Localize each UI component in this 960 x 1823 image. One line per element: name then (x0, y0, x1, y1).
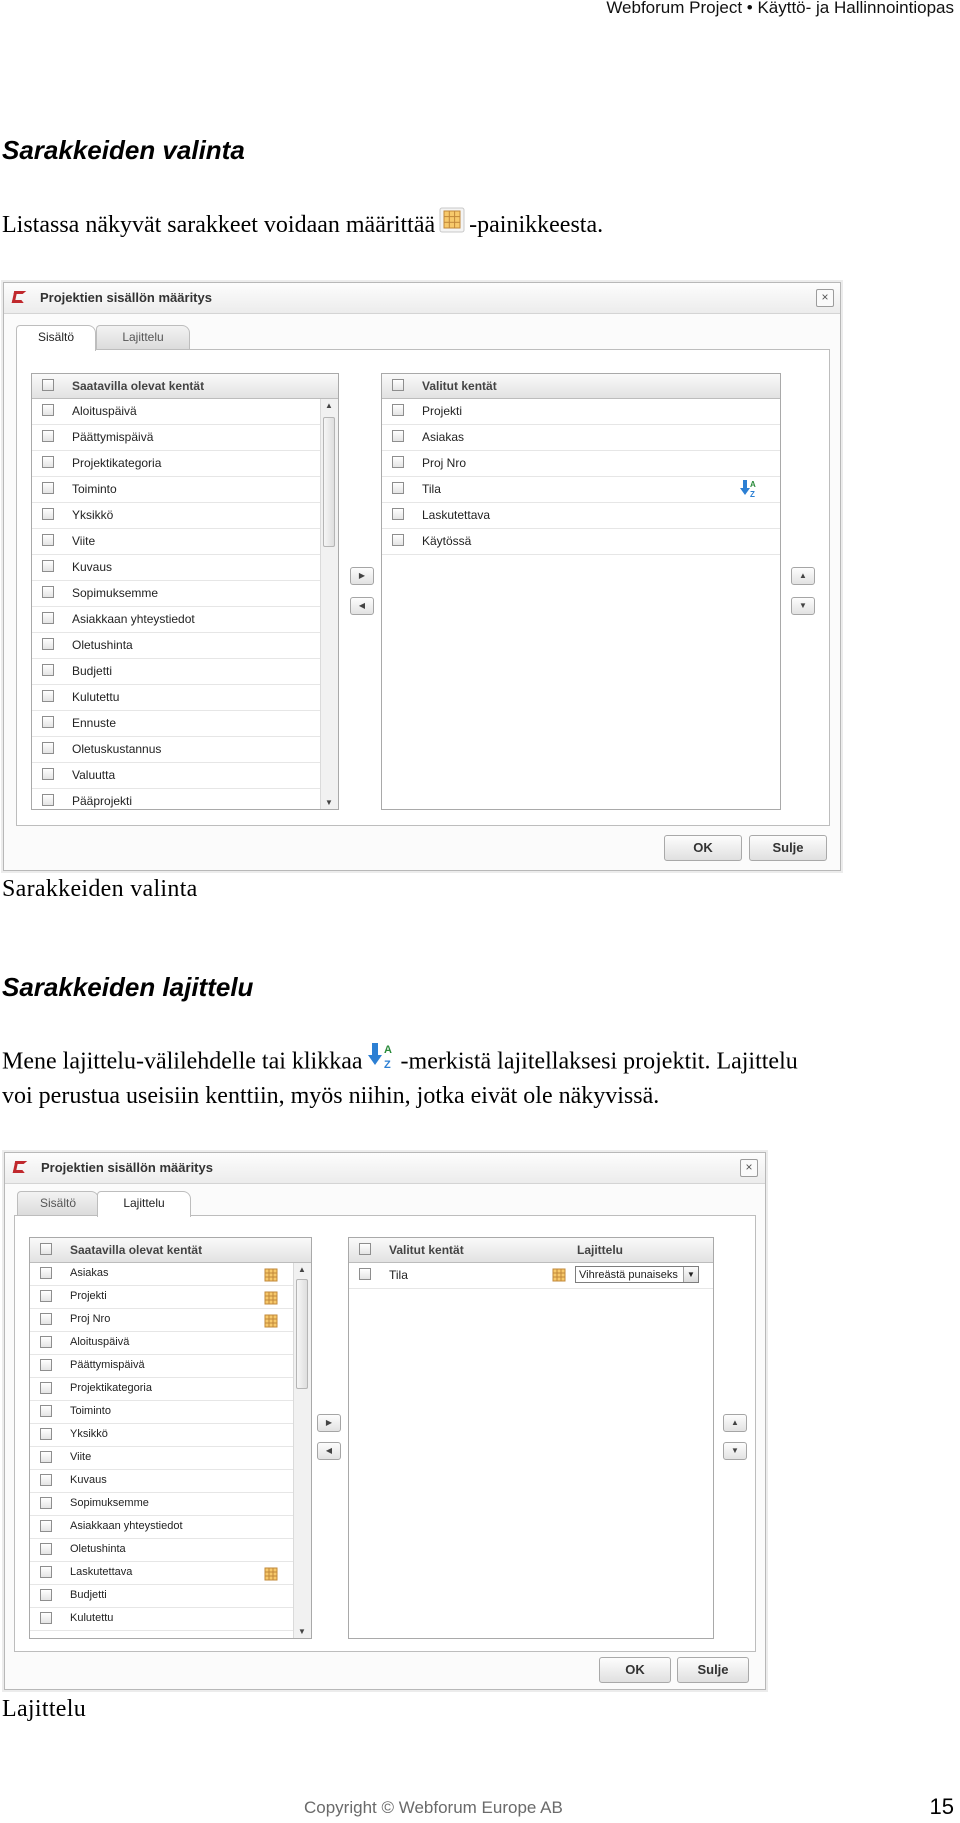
scroll-up-icon[interactable]: ▲ (325, 401, 333, 410)
available-field-row[interactable] (32, 711, 338, 737)
svg-text:Z: Z (750, 490, 755, 499)
row-label: Oletushinta (72, 638, 133, 652)
selected-field-row[interactable] (382, 451, 780, 477)
move-up-button[interactable]: ▲ (723, 1414, 747, 1432)
scroll-down-icon[interactable]: ▼ (298, 1627, 306, 1636)
column-grid-icon (439, 207, 465, 245)
tab-panel (16, 349, 830, 826)
tab-bar (17, 1191, 317, 1215)
paragraph-text-after: -painikkeesta. (469, 212, 604, 238)
available-field-row[interactable] (30, 1516, 311, 1539)
row-checkbox[interactable] (40, 1313, 52, 1325)
available-field-row[interactable] (30, 1263, 311, 1286)
dialog-titlebar (4, 283, 840, 314)
list-header-label: Saatavilla olevat kentät (72, 379, 205, 393)
move-left-button[interactable]: ◀ (317, 1442, 341, 1460)
available-field-row[interactable] (32, 399, 338, 425)
row-label: Asiakkaan yhteystiedot (72, 612, 195, 626)
sort-header-label: Lajittelu (577, 1243, 624, 1257)
selected-rows (382, 399, 780, 555)
row-checkbox[interactable] (40, 1520, 52, 1532)
dialog-title: Projektien sisällön määritys (40, 290, 212, 305)
select-all-checkbox[interactable] (40, 1243, 52, 1255)
row-checkbox[interactable] (42, 664, 54, 676)
row-checkbox[interactable] (40, 1290, 52, 1302)
svg-text:A: A (383, 1044, 392, 1056)
selected-field-row[interactable] (382, 425, 780, 451)
selected-field-row[interactable] (382, 529, 780, 555)
sort-order-select[interactable] (575, 1266, 699, 1283)
column-grid-icon[interactable] (552, 1268, 566, 1282)
available-field-row[interactable] (30, 1562, 311, 1585)
row-checkbox[interactable] (40, 1497, 52, 1509)
column-grid-icon[interactable] (264, 1291, 278, 1305)
move-up-button[interactable]: ▲ (791, 567, 815, 585)
move-left-button[interactable]: ◀ (350, 597, 374, 615)
tab-content[interactable]: Sisältö (17, 1191, 99, 1215)
available-rows (32, 399, 338, 810)
row-checkbox[interactable] (42, 456, 54, 468)
row-label: Kuvaus (72, 560, 113, 574)
row-checkbox[interactable] (40, 1336, 52, 1348)
row-checkbox[interactable] (392, 404, 404, 416)
row-checkbox[interactable] (40, 1543, 52, 1555)
row-label: Toiminto (72, 482, 117, 496)
available-field-row[interactable] (32, 685, 338, 711)
row-label: Projekti (422, 404, 463, 418)
figure-caption: Sarakkeiden valinta (2, 876, 198, 902)
row-checkbox[interactable] (40, 1382, 52, 1394)
available-field-row[interactable] (30, 1585, 311, 1608)
row-checkbox[interactable] (392, 456, 404, 468)
dialog-content-definition (3, 282, 841, 871)
row-label: Aloituspäivä (72, 404, 137, 418)
available-field-row[interactable] (32, 763, 338, 789)
selected-field-row[interactable] (349, 1263, 713, 1289)
available-field-row[interactable] (30, 1355, 311, 1378)
row-label: Projektikategoria (70, 1382, 152, 1394)
row-checkbox[interactable] (392, 508, 404, 520)
available-field-row[interactable] (32, 477, 338, 503)
row-label: Laskutettava (422, 508, 491, 522)
row-label: Budjetti (72, 664, 113, 678)
available-field-row[interactable] (30, 1424, 311, 1447)
tab-sorting[interactable]: Lajittelu (97, 1191, 191, 1217)
row-checkbox[interactable] (42, 508, 54, 520)
list-header (30, 1238, 311, 1263)
svg-text:Z: Z (383, 1059, 391, 1071)
scrollbar[interactable] (320, 399, 338, 809)
available-fields-list (29, 1237, 312, 1639)
available-field-row[interactable] (30, 1286, 311, 1309)
row-label: Oletuskustannus (72, 742, 162, 756)
row-label: Kuvaus (70, 1474, 107, 1486)
move-right-button[interactable]: ▶ (350, 567, 374, 585)
row-checkbox[interactable] (40, 1428, 52, 1440)
list-header (349, 1238, 713, 1263)
scroll-down-icon[interactable]: ▼ (325, 798, 333, 807)
list-header-label: Saatavilla olevat kentät (70, 1243, 203, 1257)
section-heading-column-sorting: Sarakkeiden lajittelu (2, 972, 254, 1002)
row-checkbox[interactable] (42, 742, 54, 754)
close-icon[interactable]: × (816, 289, 834, 307)
available-field-row[interactable] (32, 737, 338, 763)
available-field-row[interactable] (30, 1378, 311, 1401)
row-checkbox[interactable] (42, 794, 54, 806)
available-field-row[interactable] (32, 633, 338, 659)
row-label: Kulutettu (72, 690, 120, 704)
list-header (32, 374, 338, 399)
app-logo-icon (13, 1161, 28, 1173)
available-field-row[interactable] (30, 1309, 311, 1332)
row-label: Tila (389, 1268, 408, 1282)
row-label: Pääprojekti (72, 794, 133, 808)
row-checkbox[interactable] (40, 1589, 52, 1601)
figure-caption: Lajittelu (2, 1696, 87, 1722)
row-checkbox[interactable] (40, 1451, 52, 1463)
svg-text:A: A (750, 480, 756, 489)
column-grid-icon[interactable] (264, 1567, 278, 1581)
list-header-label: Valitut kentät (389, 1243, 464, 1257)
paragraph-text-before: Listassa näkyvät sarakkeet voidaan määrittää (2, 212, 436, 238)
sort-order-value: Vihreästä punaiseks (579, 1269, 678, 1281)
tab-panel (14, 1215, 756, 1652)
move-down-button[interactable]: ▼ (723, 1442, 747, 1460)
row-label: Budjetti (70, 1589, 107, 1601)
row-label: Yksikkö (70, 1428, 108, 1440)
paragraph-column-sorting-line2: voi perustua useisiin kenttiin, myös niihin, jotka eivät ole näkyvissä. (2, 1083, 660, 1109)
available-field-row[interactable] (30, 1608, 311, 1631)
row-label: Laskutettava (70, 1566, 133, 1578)
page-number: 15 (929, 1794, 954, 1819)
list-header-label: Valitut kentät (422, 379, 497, 393)
row-checkbox[interactable] (42, 586, 54, 598)
row-label: Sopimuksemme (70, 1497, 149, 1509)
close-button[interactable]: Sulje (677, 1657, 749, 1683)
move-right-button[interactable]: ▶ (317, 1414, 341, 1432)
dialog-sorting (4, 1152, 766, 1690)
available-field-row[interactable] (30, 1447, 311, 1470)
row-checkbox[interactable] (42, 482, 54, 494)
select-all-checkbox[interactable] (42, 379, 54, 391)
sort-az-icon[interactable] (740, 479, 758, 499)
chevron-down-icon[interactable]: ▼ (683, 1267, 698, 1282)
row-label: Asiakas (70, 1267, 109, 1279)
row-checkbox[interactable] (40, 1267, 52, 1279)
row-checkbox[interactable] (392, 430, 404, 442)
scrollbar[interactable] (293, 1263, 311, 1638)
move-down-button[interactable]: ▼ (791, 597, 815, 615)
row-label: Ennuste (72, 716, 117, 730)
row-checkbox[interactable] (42, 404, 54, 416)
available-field-row[interactable] (30, 1332, 311, 1355)
close-icon[interactable]: × (740, 1159, 758, 1177)
row-label: Projekti (70, 1290, 107, 1302)
row-label: Käytössä (422, 534, 472, 548)
row-checkbox[interactable] (42, 638, 54, 650)
row-checkbox[interactable] (42, 716, 54, 728)
row-label: Päättymispäivä (72, 430, 154, 444)
available-rows (30, 1263, 311, 1631)
row-label: Viite (70, 1451, 92, 1463)
paragraph-text-before: Mene lajittelu-välilehdelle tai klikkaa (2, 1048, 363, 1075)
available-field-row[interactable] (32, 607, 338, 633)
app-logo-icon (12, 291, 27, 303)
dialog-titlebar (5, 1153, 765, 1184)
row-checkbox[interactable] (40, 1359, 52, 1371)
selected-fields-list (381, 373, 781, 810)
row-label: Tila (422, 482, 441, 496)
available-field-row[interactable] (32, 581, 338, 607)
available-field-row[interactable] (32, 659, 338, 685)
row-label: Proj Nro (70, 1313, 111, 1325)
row-label: Aloituspäivä (70, 1336, 130, 1348)
document-header: Webforum Project • Käyttö- ja Hallinnointiopas (606, 0, 954, 17)
tab-bar (16, 325, 316, 349)
available-field-row[interactable] (32, 529, 338, 555)
row-checkbox[interactable] (392, 534, 404, 546)
available-fields-list (31, 373, 339, 810)
column-grid-icon[interactable] (264, 1268, 278, 1282)
row-checkbox[interactable] (40, 1566, 52, 1578)
available-field-row[interactable] (32, 555, 338, 581)
scroll-up-icon[interactable]: ▲ (298, 1265, 306, 1274)
select-all-checkbox[interactable] (392, 379, 404, 391)
row-checkbox[interactable] (42, 430, 54, 442)
list-header (382, 374, 780, 399)
select-all-checkbox[interactable] (359, 1243, 371, 1255)
available-field-row[interactable] (32, 425, 338, 451)
row-label: Viite (72, 534, 96, 548)
row-checkbox[interactable] (42, 560, 54, 572)
ok-button[interactable]: OK (599, 1657, 671, 1683)
row-checkbox[interactable] (359, 1268, 371, 1280)
scrollbar-thumb[interactable] (296, 1279, 308, 1389)
available-field-row[interactable] (32, 451, 338, 477)
selected-field-row[interactable] (382, 477, 780, 503)
row-checkbox[interactable] (42, 690, 54, 702)
scrollbar-thumb[interactable] (323, 417, 335, 547)
available-field-row[interactable] (30, 1401, 311, 1424)
available-field-row[interactable] (30, 1470, 311, 1493)
available-field-row[interactable] (32, 789, 338, 810)
selected-field-row[interactable] (382, 399, 780, 425)
available-field-row[interactable] (30, 1493, 311, 1516)
row-label: Asiakas (422, 430, 465, 444)
row-label: Päättymispäivä (70, 1359, 145, 1371)
row-checkbox[interactable] (40, 1405, 52, 1417)
available-field-row[interactable] (32, 503, 338, 529)
section-heading-column-selection: Sarakkeiden valinta (2, 135, 245, 165)
paragraph-column-selection (2, 207, 603, 245)
close-button[interactable]: Sulje (749, 835, 827, 861)
tab-content[interactable]: Sisältö (16, 325, 96, 351)
row-label: Yksikkö (72, 508, 114, 522)
selected-fields-list (348, 1237, 714, 1639)
dialog-title: Projektien sisällön määritys (41, 1160, 213, 1175)
paragraph-text-after: -merkistä lajitellaksesi projektit. Lajittelu (400, 1048, 798, 1075)
row-checkbox[interactable] (42, 534, 54, 546)
footer-copyright: Copyright © Webforum Europe AB (304, 1798, 563, 1817)
row-label: Sopimuksemme (72, 586, 159, 600)
row-label: Projektikategoria (72, 456, 162, 470)
available-field-row[interactable] (30, 1539, 311, 1562)
selected-field-row[interactable] (382, 503, 780, 529)
row-label: Oletushinta (70, 1543, 126, 1555)
ok-button[interactable]: OK (664, 835, 742, 861)
row-checkbox[interactable] (392, 482, 404, 494)
tab-sorting[interactable]: Lajittelu (96, 325, 190, 349)
row-label: Valuutta (72, 768, 116, 782)
row-checkbox[interactable] (40, 1612, 52, 1624)
row-label: Kulutettu (70, 1612, 114, 1624)
row-label: Asiakkaan yhteystiedot (70, 1520, 183, 1532)
column-grid-icon[interactable] (264, 1314, 278, 1328)
row-label: Toiminto (70, 1405, 111, 1417)
row-checkbox[interactable] (42, 612, 54, 624)
row-checkbox[interactable] (42, 768, 54, 780)
row-checkbox[interactable] (40, 1474, 52, 1486)
row-label: Proj Nro (422, 456, 467, 470)
